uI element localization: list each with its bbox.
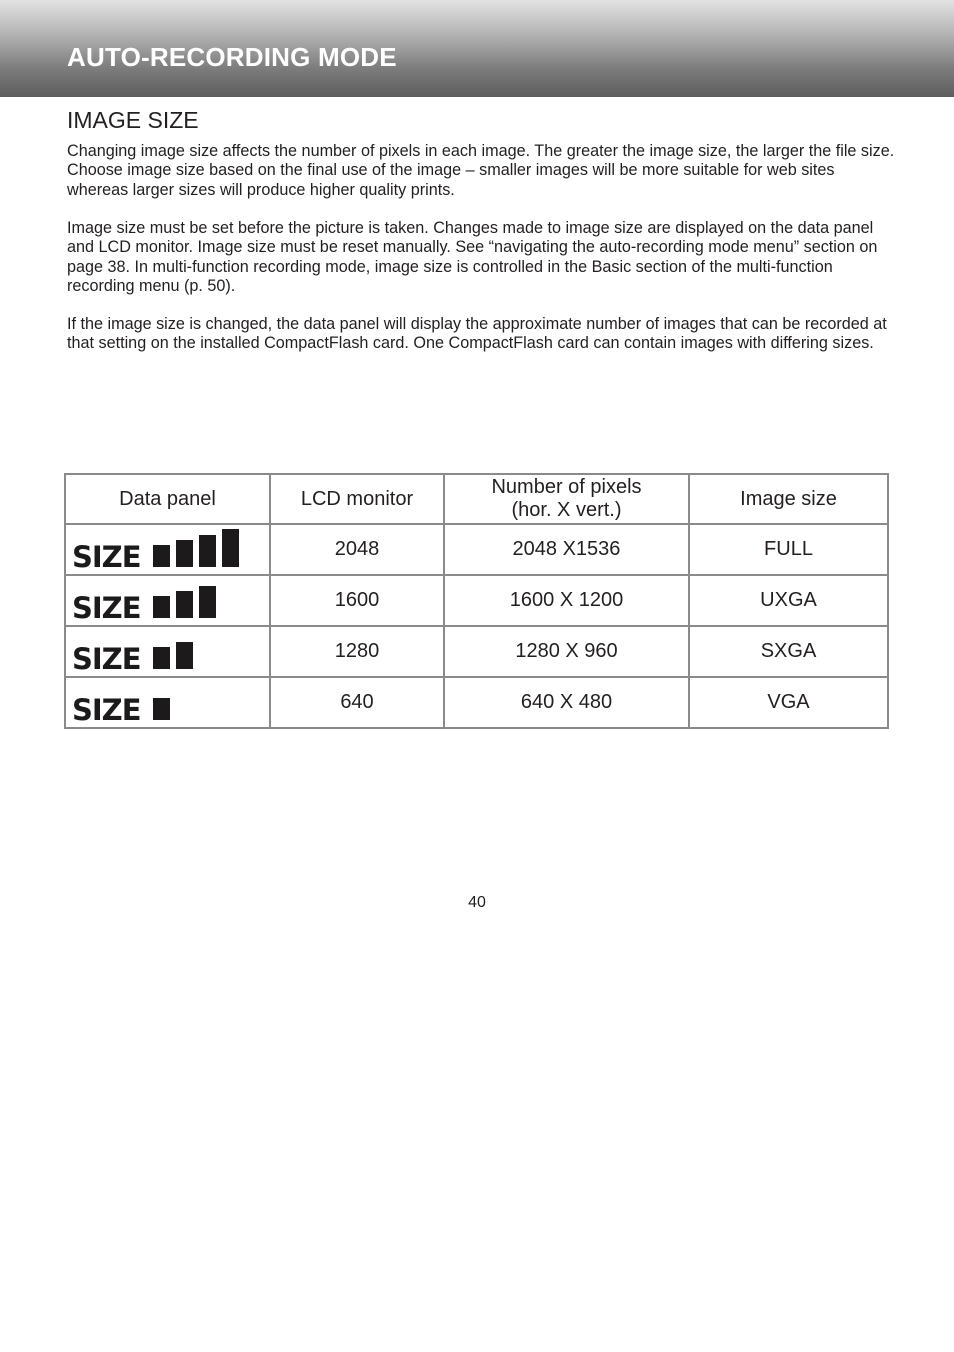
lcd-monitor-cell: 2048 [270, 524, 444, 575]
lcd-monitor-cell: 1280 [270, 626, 444, 677]
page-number: 40 [468, 894, 486, 911]
size-label: SIZE [72, 591, 141, 625]
table-row [65, 677, 888, 728]
page-header-title: AUTO-RECORDING MODE [67, 42, 397, 72]
image-size-cell: UXGA [689, 575, 888, 626]
image-size-table [64, 473, 889, 729]
size-bars-icon [153, 642, 193, 669]
size-bars-icon [153, 698, 170, 720]
size-label: SIZE [72, 540, 141, 574]
table-row [65, 575, 888, 626]
header-number-of-pixels [444, 474, 689, 524]
table-row [65, 626, 888, 677]
pixels-cell: 1600 X 1200 [444, 575, 689, 626]
size-uxga-icon [72, 577, 216, 623]
lcd-monitor-cell: 640 [270, 677, 444, 728]
paragraph-image-size-setting: Image size must be set before the picture is taken. Changes made to image size are displayed on the data panel and LCD monitor. Image size must be reset manually. See “navigating the auto-recording mode menu” section on page 38. In multi-function recording mode, image size is controlled in the Basic section of the multi-function recording menu (p. 50). [67, 219, 878, 295]
pixels-cell: 2048 X1536 [444, 524, 689, 575]
header-pixels-line2: (hor. X vert.) [511, 499, 622, 521]
size-sxga-icon [72, 628, 193, 674]
size-bars-icon [153, 529, 239, 567]
table-header-row [65, 474, 888, 524]
header-data-panel: Data panel [65, 474, 270, 524]
lcd-monitor-cell: 1600 [270, 575, 444, 626]
data-panel-cell [65, 626, 270, 677]
paragraph-image-size-intro: Changing image size affects the number of pixels in each image. The greater the image size, the larger the file size. Choose image size based on the final use of the image – smaller images will be more suitable for web sites whereas larger sizes will produce higher quality prints. [67, 142, 895, 199]
image-size-cell: SXGA [689, 626, 888, 677]
image-size-cell: VGA [689, 677, 888, 728]
table-row [65, 524, 888, 575]
header-lcd-monitor: LCD monitor [270, 474, 444, 524]
data-panel-cell [65, 575, 270, 626]
paragraph-image-count: If the image size is changed, the data panel will display the approximate number of images that can be recorded at that setting on the installed CompactFlash card. One CompactFlash card can contain images with differing sizes. [67, 315, 887, 353]
data-panel-cell [65, 524, 270, 575]
image-size-cell: FULL [689, 524, 888, 575]
header-pixels-line1: Number of pixels [491, 476, 642, 498]
pixels-cell: 1280 X 960 [444, 626, 689, 677]
pixels-cell: 640 X 480 [444, 677, 689, 728]
header-image-size: Image size [689, 474, 888, 524]
size-full-icon [72, 526, 239, 572]
size-vga-icon [72, 679, 170, 725]
data-panel-cell [65, 677, 270, 728]
size-label: SIZE [72, 642, 141, 676]
size-bars-icon [153, 586, 216, 618]
section-title: IMAGE SIZE [67, 107, 199, 133]
size-label: SIZE [72, 693, 141, 727]
